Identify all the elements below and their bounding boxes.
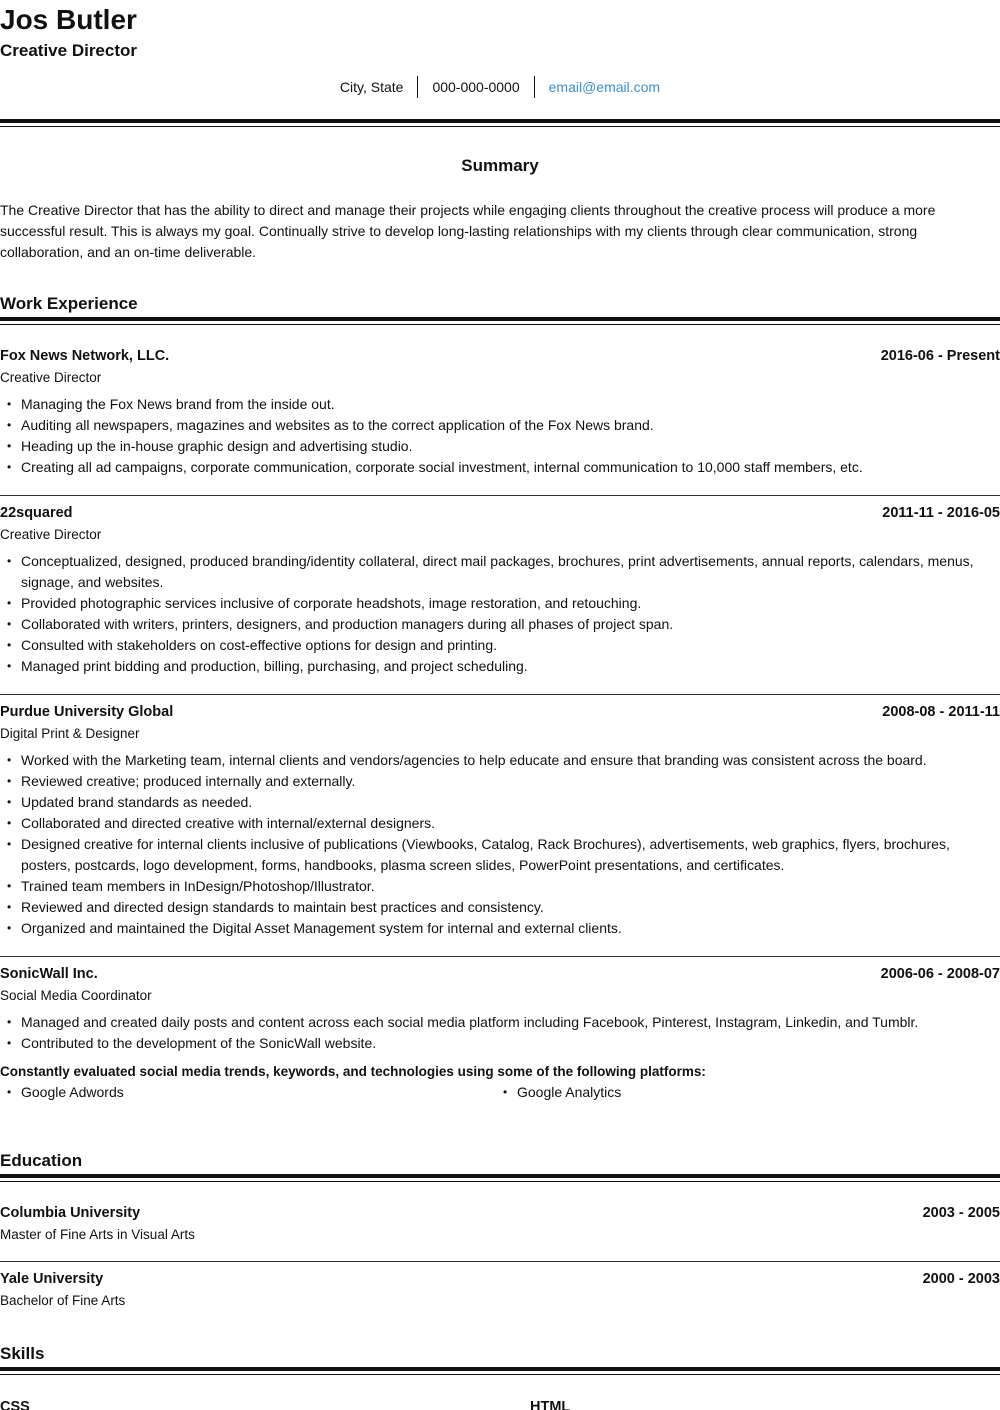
section-rule-thin: [0, 1181, 1000, 1182]
education-degree: Bachelor of Fine Arts: [0, 1293, 126, 1308]
job-dates: 2008-08 - 2011-11: [882, 704, 1000, 720]
job-company: Purdue University Global: [0, 704, 174, 720]
entry-divider: [0, 495, 1000, 496]
job-entry: [0, 702, 1000, 939]
job-bullet: • Worked with the Marketing team, internal clients and vendors/agencies to help educate and ensure that branding was consistent across the board.: [0, 750, 1000, 771]
job-bullet: • Designed creative for internal clients inclusive of publications (Viewbooks, Catalog, Rack Brochures), advertisements, web graphics, flyers, brochures, posters, postcards, logo development, forms, handbooks, plasma screen slides, PowerPoint presentations, and certificates.: [0, 834, 1000, 876]
summary-heading: Summary: [461, 156, 539, 175]
contact-bar: [0, 76, 1000, 98]
work-experience-heading: Work Experience: [0, 294, 138, 313]
header-rule-thick: [0, 119, 1000, 123]
section-rule-thin: [0, 324, 1000, 325]
education-dates: 2000 - 2003: [922, 1271, 1000, 1287]
job-bullet: • Heading up the in-house graphic design and advertising studio.: [0, 436, 1000, 457]
platforms-subheading: Constantly evaluated social media trends, keywords, and technologies using some of the following platforms:: [0, 1064, 706, 1079]
education-entry: [0, 1269, 1000, 1311]
education-school: Columbia University: [0, 1205, 141, 1221]
entry-divider: [0, 956, 1000, 957]
job-bullet: • Managed print bidding and production, billing, purchasing, and project scheduling.: [0, 656, 1000, 677]
job-bullet: • Trained team members in InDesign/Photoshop/Illustrator.: [0, 876, 1000, 897]
job-entry: [0, 964, 1000, 1103]
education-entry: [0, 1203, 1000, 1245]
education-school: Yale University: [0, 1271, 104, 1287]
job-bullet: • Updated brand standards as needed.: [0, 792, 1000, 813]
platform-item: • Google Analytics: [496, 1082, 992, 1103]
job-role: Creative Director: [0, 370, 102, 385]
job-dates: 2016-06 - Present: [880, 348, 1000, 364]
job-entry: [0, 346, 1000, 478]
job-role: Creative Director: [0, 527, 102, 542]
job-bullet: • Organized and maintained the Digital Asset Management system for internal and external clients.: [0, 918, 1000, 939]
education-degree: Master of Fine Arts in Visual Arts: [0, 1227, 195, 1242]
section-rule-thin: [0, 1374, 1000, 1375]
skill-item: CSS: [0, 1399, 30, 1410]
job-bullet: • Provided photographic services inclusive of corporate headshots, image restoration, and retouching.: [0, 593, 1000, 614]
entry-divider: [0, 1261, 1000, 1262]
job-bullet: • Reviewed and directed design standards to maintain best practices and consistency.: [0, 897, 1000, 918]
job-bullet: • Conceptualized, designed, produced branding/identity collateral, direct mail packages, brochures, print advertisements, annual reports, calendars, menus, signage, and websites.: [0, 551, 1000, 593]
platform-list: [0, 1082, 1000, 1103]
job-bullet: • Reviewed creative; produced internally and externally.: [0, 771, 1000, 792]
entry-divider: [0, 694, 1000, 695]
job-bullet: • Auditing all newspapers, magazines and websites as to the correct application of the Fox News brand.: [0, 415, 1000, 436]
section-rule-thick: [0, 1367, 1000, 1371]
contact-email-link[interactable]: email@email.com: [548, 79, 661, 95]
job-bullet: • Managing the Fox News brand from the inside out.: [0, 394, 1000, 415]
education-heading: Education: [0, 1151, 83, 1170]
job-dates: 2006-06 - 2008-07: [880, 966, 1000, 982]
job-entry: [0, 503, 1000, 677]
resume-title: Creative Director: [0, 41, 138, 60]
platform-item: • Google Adwords: [0, 1082, 496, 1103]
job-bullet: • Contributed to the development of the SonicWall website.: [0, 1033, 1000, 1054]
section-rule-thick: [0, 317, 1000, 321]
skills-heading: Skills: [0, 1344, 45, 1363]
education-dates: 2003 - 2005: [922, 1205, 1000, 1221]
resume-name: Jos Butler: [0, 4, 137, 35]
job-company: SonicWall Inc.: [0, 966, 98, 982]
job-role: Digital Print & Designer: [0, 726, 140, 741]
contact-location: City, State: [339, 79, 404, 95]
job-bullet: • Collaborated and directed creative with internal/external designers.: [0, 813, 1000, 834]
job-company: 22squared: [0, 505, 73, 521]
summary-text: The Creative Director that has the ability to direct and manage their projects while engaging clients throughout the creative process will produce a more successful result. This is always my goal. Continually strive to develop long-lasting relationships with my clients through clear communication, strong collaboration, and an on-time deliverable.: [0, 202, 936, 260]
job-dates: 2011-11 - 2016-05: [882, 505, 1000, 521]
header-rule-thin: [0, 126, 1000, 127]
section-rule-thick: [0, 1174, 1000, 1178]
job-role: Social Media Coordinator: [0, 988, 152, 1003]
job-bullet: • Consulted with stakeholders on cost-effective options for design and printing.: [0, 635, 1000, 656]
skill-item: HTML: [530, 1399, 571, 1410]
job-bullet: • Creating all ad campaigns, corporate communication, corporate social investment, internal communication to 10,000 staff members, etc.: [0, 457, 1000, 478]
job-bullet: • Collaborated with writers, printers, designers, and production managers during all phases of project span.: [0, 614, 1000, 635]
job-company: Fox News Network, LLC.: [0, 348, 170, 364]
contact-phone: 000-000-0000: [432, 79, 520, 95]
job-bullet: • Managed and created daily posts and content across each social media platform including Facebook, Pinterest, Instagram, Linkedin, and Tumblr.: [0, 1012, 1000, 1033]
